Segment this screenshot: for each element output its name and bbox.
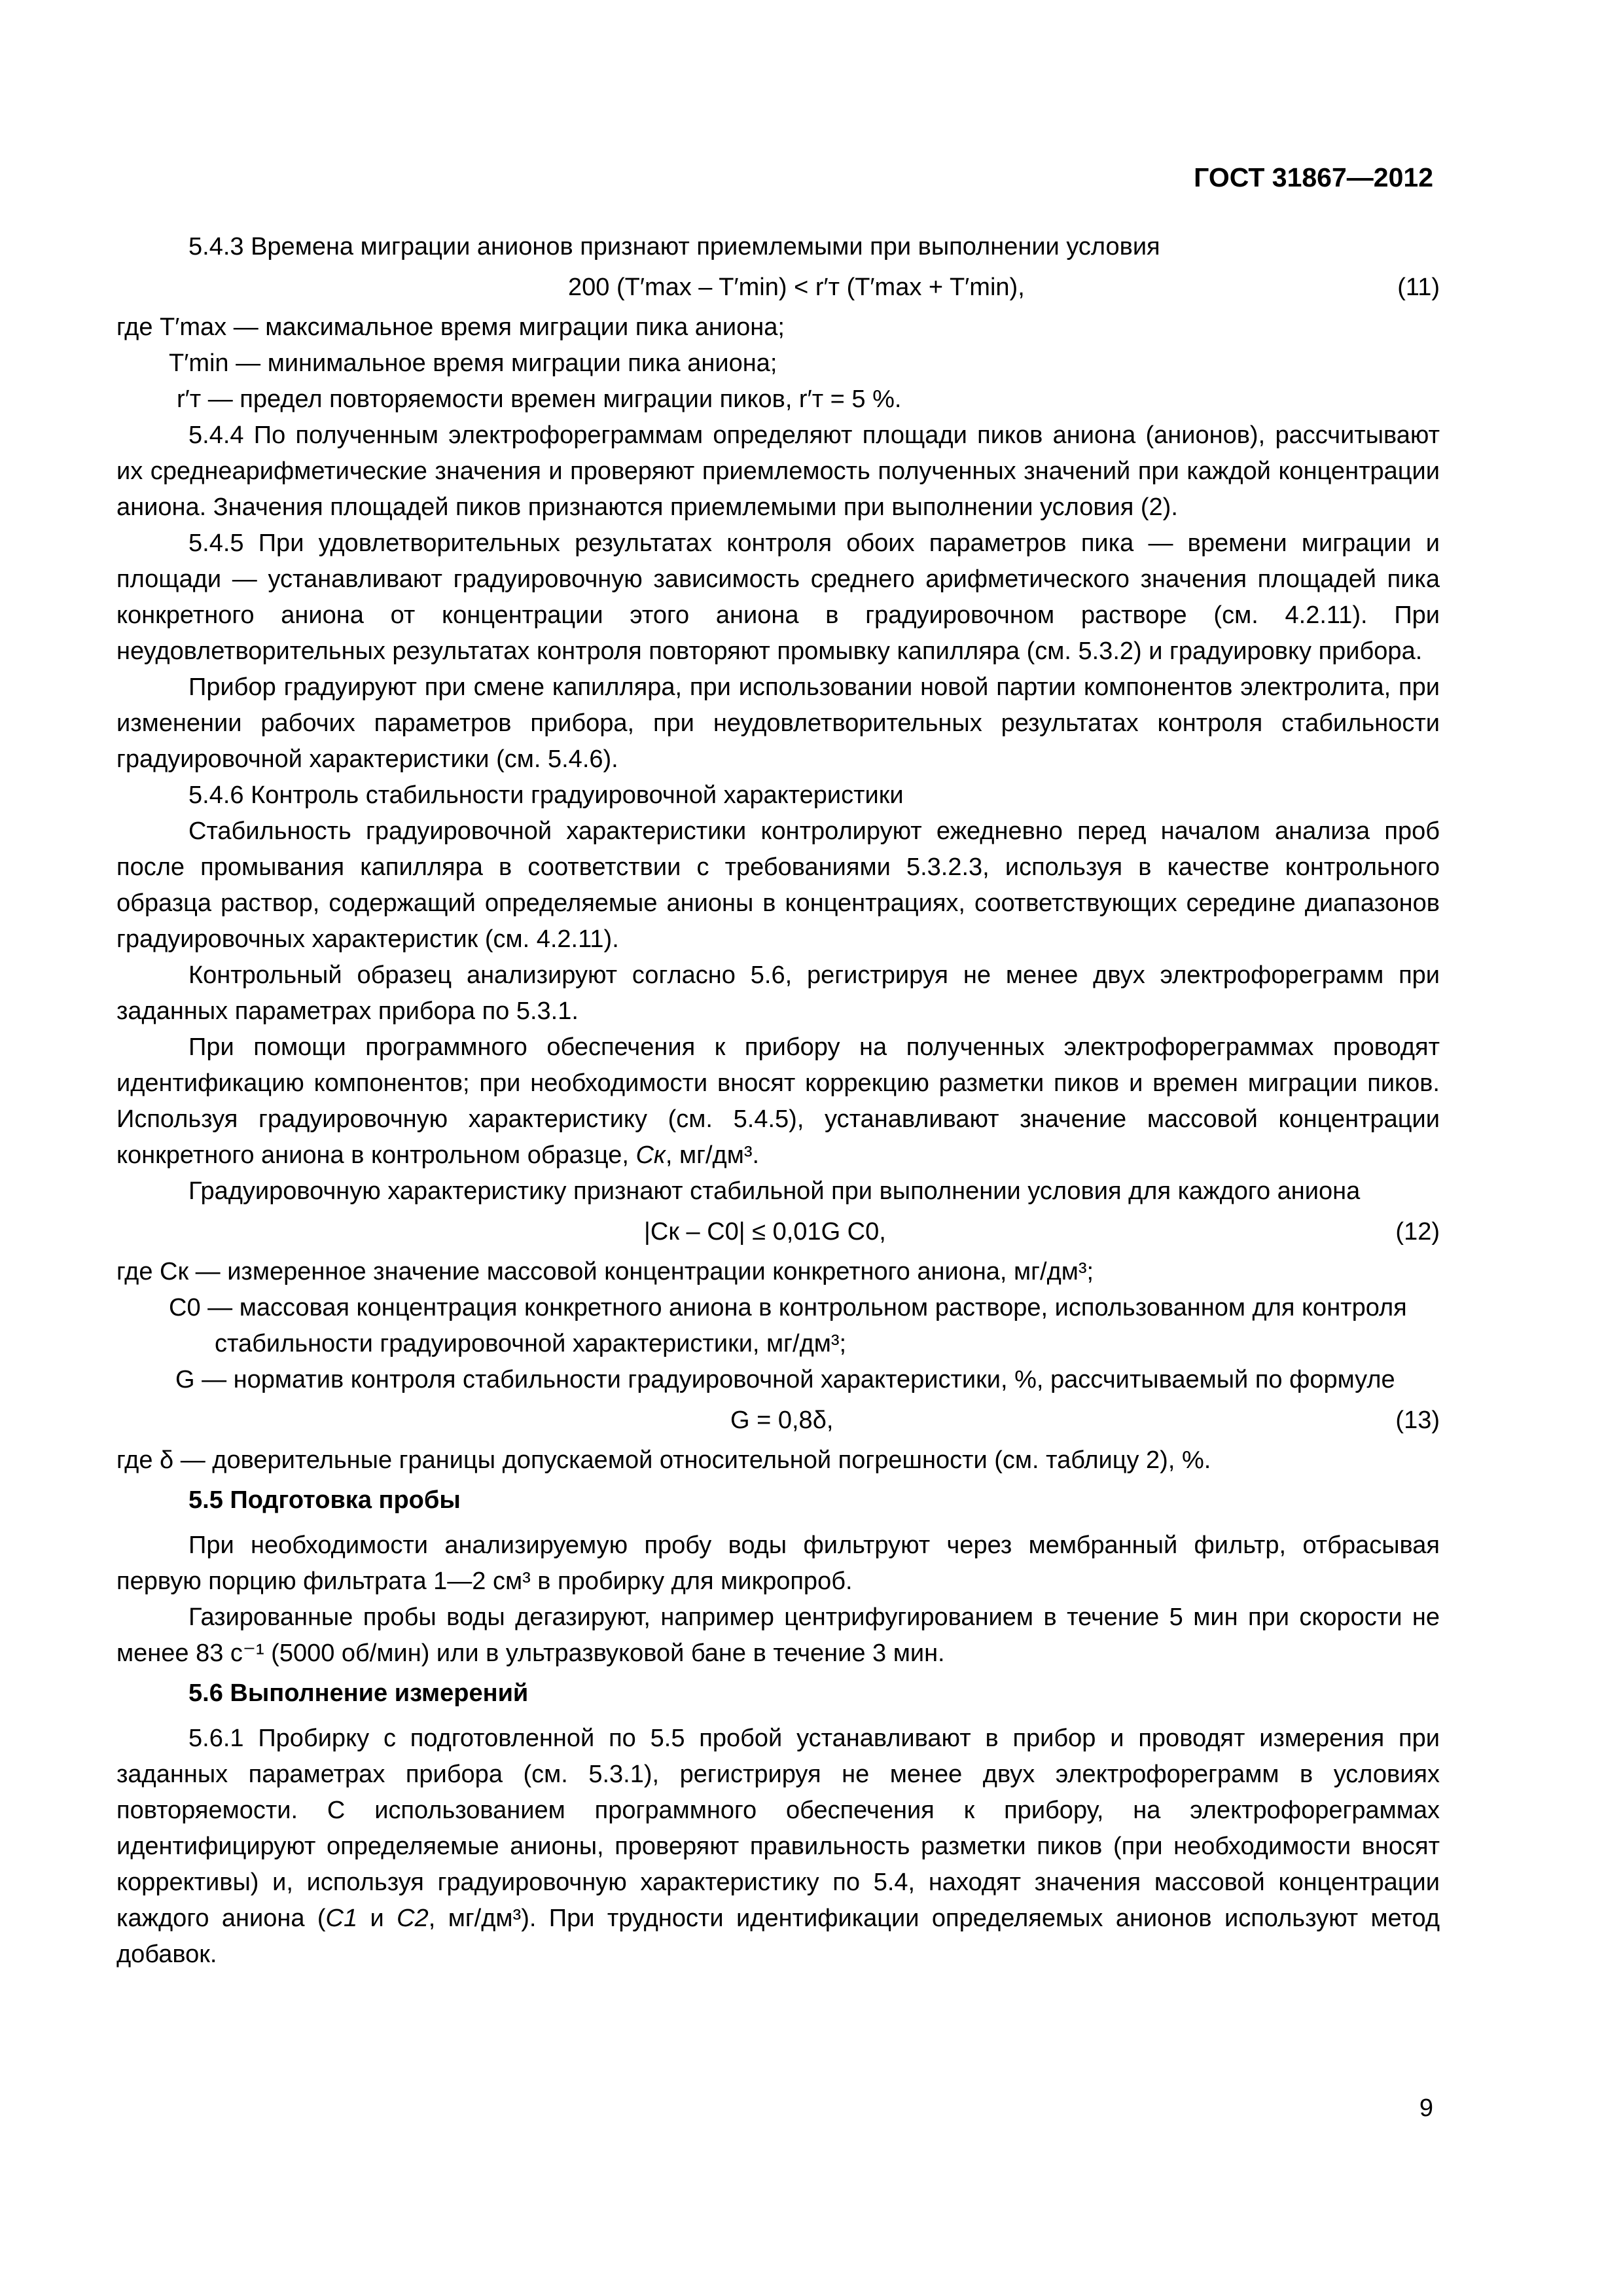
- para-5-4-6-d: Градуировочную характеристику признают стабильной при выполнении условия для каждого аниона: [188, 1177, 1361, 1205]
- para-5-4-6-title: 5.4.6 Контроль стабильности градуировочной характеристики: [188, 781, 904, 809]
- section-5-5-para-2: Газированные пробы воды дегазируют, например центрифугированием в течение 5 мин при скорости не менее 83 с⁻¹ (5000 об/мин) или в ультразвуковой бане в течение 3 мин.: [116, 1604, 1440, 1667]
- page-number: 9: [1419, 2094, 1433, 2122]
- para-5-4-5: 5.4.5 При удовлетворительных результатах контроля обоих параметров пика — времени миграции и площади — устанавливают градуировочную зависимость среднего арифметического значения площадей пика конкретного аниона от концентрации этого аниона в градуировочном растворе (см. 4.2.11). При неудовлетворительных результатах контроля повторяют промывку капилляра (см. 5.3.2) и градуировку прибора.: [116, 529, 1440, 665]
- where-12-symbol-2: C0: [169, 1294, 201, 1321]
- where-11-symbol-3: r′т: [177, 386, 202, 413]
- where-11-line-2: [116, 346, 1440, 382]
- where-11-text-3: — предел повторяемости времен миграции пиков, r′т = 5 %.: [201, 386, 902, 413]
- section-5-5-heading: 5.5 Подготовка пробы: [188, 1486, 461, 1514]
- formula-12-expression: |Cк – C0| ≤ 0,01G C0,: [644, 1218, 886, 1246]
- para-5-4-4: 5.4.4 По полученным электрофореграммам определяют площади пиков аниона (анионов), рассчитывают их среднеарифметические значения и проверяют приемлемость полученных значений при каждой концентрации аниона. Значения площадей пиков признаются приемлемыми при выполнении условия (2).: [116, 422, 1440, 521]
- formula-13-expression: G = 0,8δ,: [730, 1407, 834, 1434]
- where-12-symbol-3: G: [175, 1366, 195, 1393]
- section-5-6-heading: 5.6 Выполнение измерений: [188, 1679, 529, 1707]
- where-12: [116, 1254, 1440, 1398]
- where-11-text-2: — минимальное время миграции пика аниона;: [228, 350, 777, 377]
- para-5-4-6-c-symbol: Cк: [635, 1141, 666, 1169]
- formula-11-expression: 200 (T′max – T′min) < r′т (T′max + T′min),: [568, 274, 1025, 301]
- section-5-5-para-1: При необходимости анализируемую пробу воды фильтруют через мембранный фильтр, отбрасывая первую порцию фильтрата 1—2 см³ в пробирку для микропроб.: [116, 1532, 1440, 1595]
- where-13: где δ — доверительные границы допускаемой относительной погрешности (см. таблицу 2), %.: [116, 1446, 1211, 1474]
- where-11: [116, 310, 1440, 418]
- para-5-6-1: [116, 1721, 1440, 1973]
- where-12-line-3: [116, 1362, 1440, 1398]
- para-5-6-1-symbol-c1: C1: [325, 1905, 358, 1932]
- where-11-text-1: — максимальное время миграции пика аниона;: [226, 314, 785, 341]
- where-12-text-1: — измеренное значение массовой концентрации конкретного аниона, мг/дм³;: [188, 1258, 1094, 1285]
- para-5-4-3: 5.4.3 Времена миграции анионов признают приемлемыми при выполнении условия: [188, 233, 1160, 260]
- para-5-6-1-tail: , мг/дм³). При трудности идентификации определяемых анионов используют метод добавок.: [116, 1905, 1440, 1968]
- para-5-6-1-symbol-c2: C2: [397, 1905, 429, 1932]
- formula-12: [116, 1210, 1440, 1254]
- where-12-line-1: [116, 1254, 1440, 1290]
- formula-11-number: (11): [1397, 274, 1440, 301]
- formula-13-number: (13): [1395, 1407, 1440, 1434]
- para-5-4-6-c-unit: , мг/дм³.: [665, 1141, 760, 1169]
- para-5-4-6-c-text: При помощи программного обеспечения к прибору на полученных электрофореграммах проводят идентификацию компонентов; при необходимости вносят коррекцию разметки пиков и времен миграции пиков. Используя градуировочную характеристику (см. 5.4.5), устанавливают значение массовой концентрации конкретного аниона в контрольном образце,: [116, 1033, 1440, 1169]
- where-12-text-3: — норматив контроля стабильности градуировочной характеристики, %, рассчитываемый по формуле: [194, 1366, 1395, 1393]
- document-code: ГОСТ 31867—2012: [1194, 162, 1433, 192]
- para-5-4-6-a: Стабильность градуировочной характеристики контролируют ежедневно перед началом анализа проб после промывания капилляра в соответствии с требованиями 5.3.2.3, используя в качестве контрольного образца раствор, содержащий определяемые анионы в концентрациях, соответствующих середине диапазонов градуировочных характеристик (см. 4.2.11).: [116, 817, 1440, 953]
- para-5-6-1-and: и: [357, 1905, 397, 1932]
- where-12-symbol-1: где Cк: [116, 1258, 189, 1285]
- where-11-line-3: [116, 382, 1440, 418]
- where-12-text-2: — массовая концентрация конкретного аниона в контрольном растворе, использованном для контроля стабильности градуировочной характеристики, мг/дм³;: [200, 1294, 1407, 1357]
- para-5-4-6-b: Контрольный образец анализируют согласно 5.6, регистрируя не менее двух электрофореграмм при заданных параметрах прибора по 5.3.1.: [116, 961, 1440, 1025]
- formula-11: [116, 265, 1440, 310]
- formula-12-number: (12): [1395, 1218, 1440, 1246]
- where-11-symbol-2: T′min: [169, 350, 229, 377]
- formula-13: [116, 1398, 1440, 1443]
- para-5-4-6-c: [116, 1030, 1440, 1174]
- para-5-6-1-text: 5.6.1 Пробирку с подготовленной по 5.5 пробой устанавливают в прибор и проводят измерения при заданных параметрах прибора (см. 5.3.1), регистрируя не менее двух электрофореграмм в условиях повторяемости. С использованием программного обеспечения к прибору, на электрофореграммах идентифицируют определяемые анионы, проверяют правильность разметки пиков (при необходимости вносят коррективы) и, используя градуировочную характеристику по 5.4, находят значения массовой концентрации каждого аниона (: [116, 1725, 1440, 1932]
- where-12-line-2: [116, 1290, 1440, 1362]
- where-11-line-1: [116, 310, 1440, 346]
- where-11-symbol-1: где T′max: [116, 314, 227, 341]
- page-body: [116, 229, 1440, 1973]
- para-5-4-5-b: Прибор градуируют при смене капилляра, при использовании новой партии компонентов электролита, при изменении рабочих параметров прибора, при неудовлетворительных результатах контроля стабильности градуировочной характеристики (см. 5.4.6).: [116, 673, 1440, 773]
